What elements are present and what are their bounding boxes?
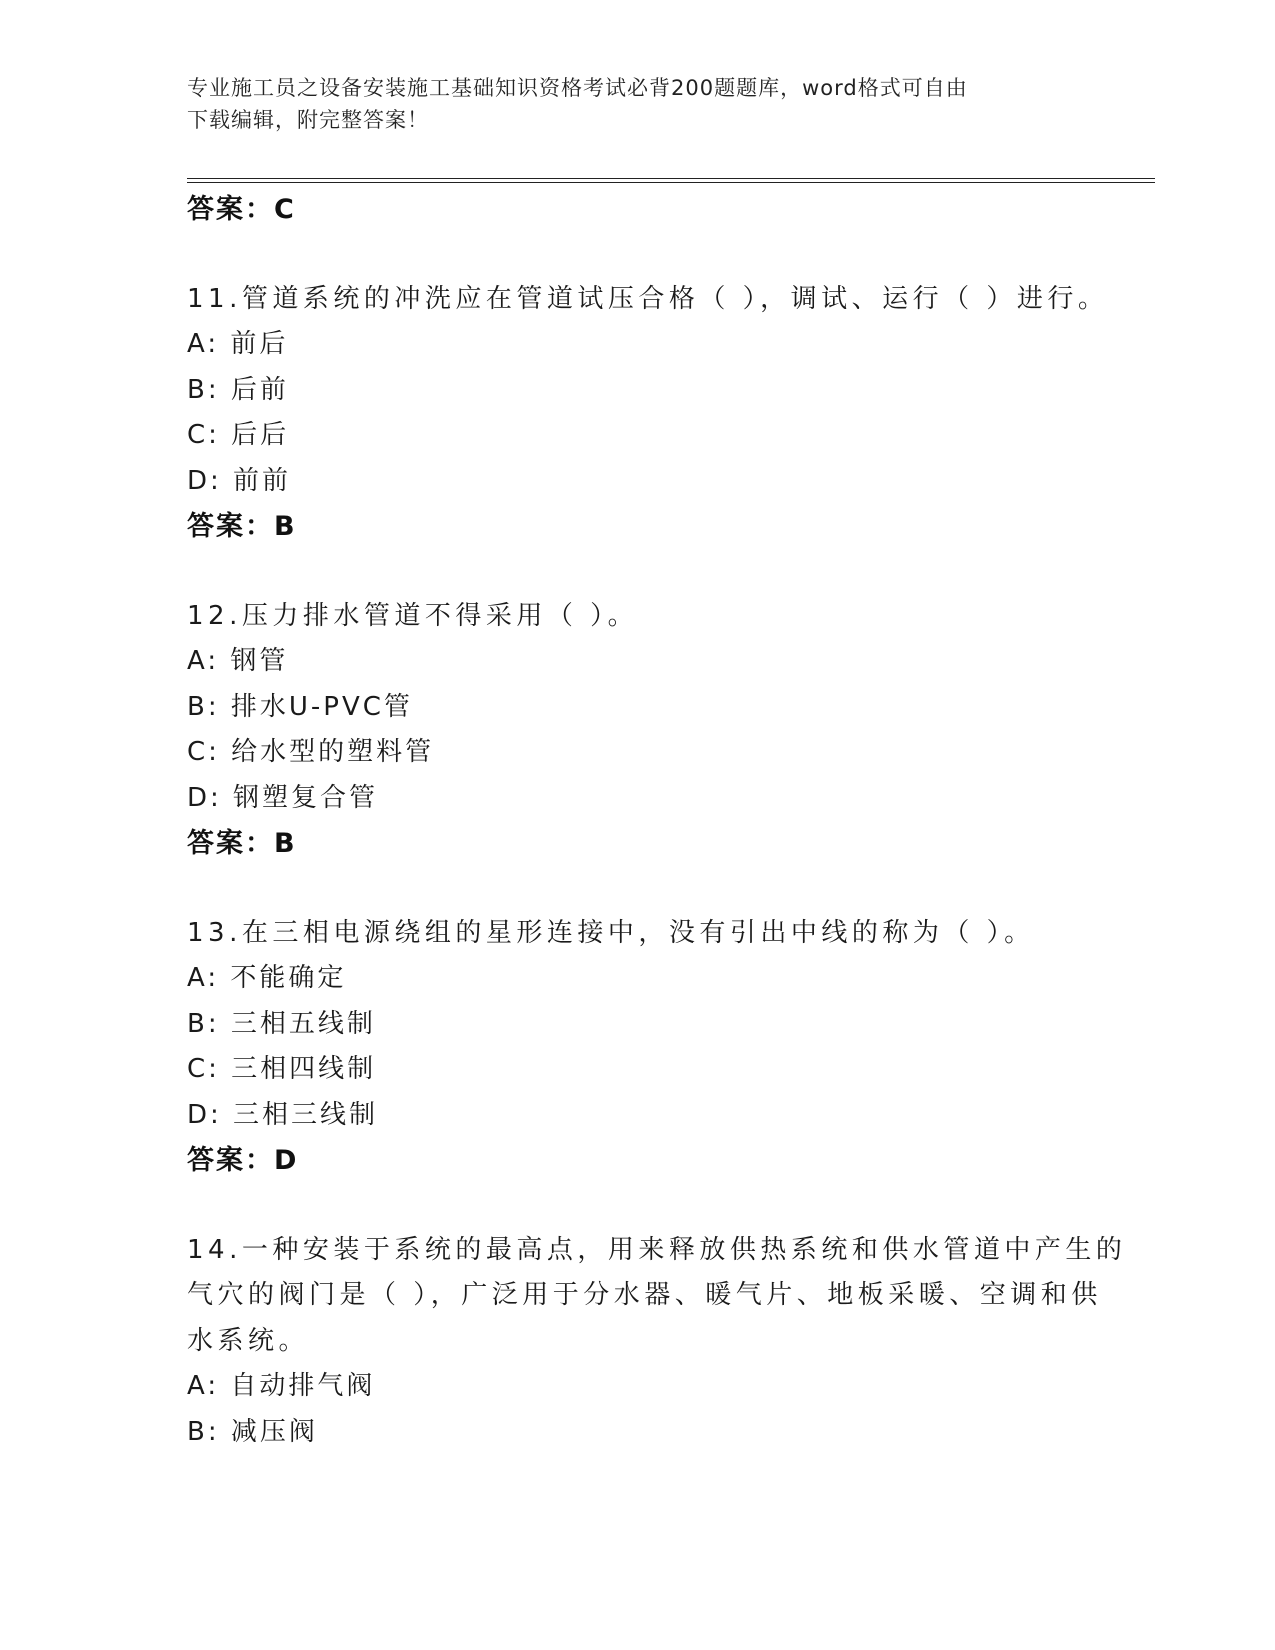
option-b: B: 排水U-PVC管: [187, 691, 413, 722]
header-title-line-1: 专业施工员之设备安装施工基础知识资格考试必背200题题库，word格式可自由: [187, 76, 968, 100]
option-b: B: 减压阀: [187, 1416, 318, 1447]
question-list: [187, 187, 1127, 1455]
option-a: A: 钢管: [187, 646, 289, 676]
question-11: [187, 277, 1109, 550]
spacer: [187, 550, 1087, 594]
header-divider-bottom: [187, 182, 1155, 183]
option-c: C: 后后: [187, 420, 290, 450]
question-stem: 12.压力排水管道不得采用（ ）。: [187, 600, 639, 631]
question-stem-line-2: 气穴的阀门是（ ），广泛用于分水器、暖气片、地板采暖、空调和供: [187, 1280, 1102, 1310]
question-14: [187, 1228, 1127, 1456]
option-c: C: 给水型的塑料管: [187, 737, 435, 767]
spacer: [187, 1184, 1087, 1228]
answer: 答案：B: [187, 828, 297, 859]
option-c: C: 三相四线制: [187, 1054, 377, 1084]
option-a: A: 不能确定: [187, 963, 347, 993]
question-12: [187, 594, 1087, 867]
question-stem-line-1: 14.一种安装于系统的最高点，用来释放供热系统和供水管道中产生的: [187, 1234, 1127, 1265]
answer-previous: 答案：C: [187, 194, 296, 225]
spacer: [187, 233, 1087, 277]
question-stem-line-3: 水系统。: [187, 1325, 310, 1356]
document-header: [187, 72, 1067, 136]
answer: 答案：B: [187, 511, 297, 542]
question-13: [187, 911, 1087, 1184]
spacer: [187, 867, 1087, 911]
answer: 答案：D: [187, 1145, 299, 1176]
option-d: D: 前前: [187, 465, 292, 496]
option-d: D: 钢塑复合管: [187, 782, 379, 813]
header-title-line-2: 下载编辑，附完整答案！: [187, 108, 429, 132]
option-a: A: 自动排气阀: [187, 1371, 376, 1401]
question-stem: 13.在三相电源绕组的星形连接中，没有引出中线的称为（ ）。: [187, 917, 1035, 948]
header-divider-top: [187, 178, 1155, 179]
option-a: A: 前后: [187, 329, 289, 359]
option-d: D: 三相三线制: [187, 1099, 379, 1130]
option-b: B: 后前: [187, 374, 289, 405]
option-b: B: 三相五线制: [187, 1008, 376, 1039]
question-stem: 11.管道系统的冲洗应在管道试压合格（ ），调试、运行（ ）进行。: [187, 283, 1109, 314]
